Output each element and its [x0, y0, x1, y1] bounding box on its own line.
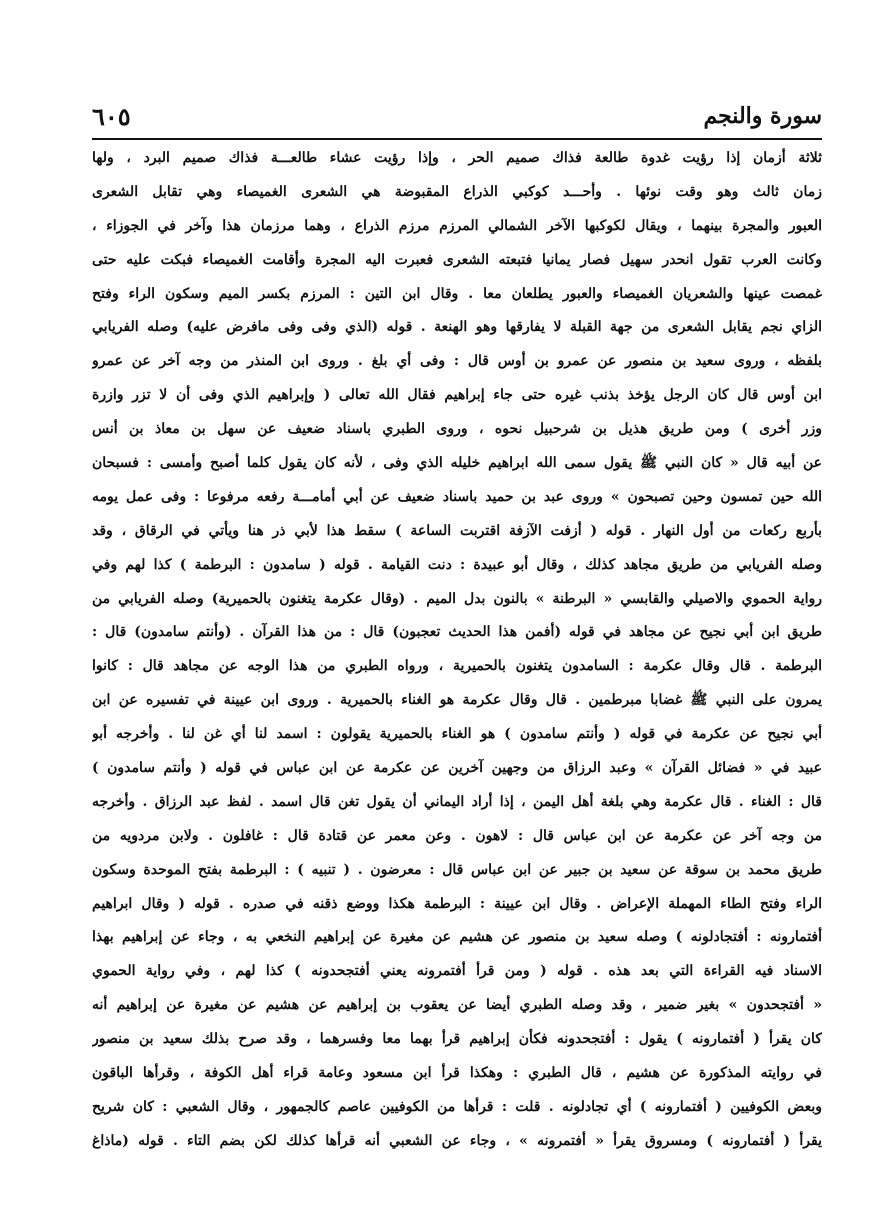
page-number: ٦٠٥	[92, 101, 131, 131]
text-line: يمرون على النبي ﷺ غضابا مبرطمين . قال وقال عكرمة هو الغناء بالحميرية . وروى ابن عيينة في تفسيره عن ابن	[92, 692, 822, 709]
text-line: بلفظه ، وروى سعيد بن منصور عن عمرو بن أوس قال : وفى أي بلغ . وروى ابن المنذر من وجه آخر عن عمرو	[92, 353, 822, 370]
text-line: بأربع ركعات من أول النهار . قوله ( أزفت الآزفة اقتربت الساعة ) سقط هذا لأبي ذر هنا ويأتي في الرقاق ، وقد	[92, 522, 822, 539]
text-line: كان يقرأ ( أفتمارونه ) يقول : أفتجحدونه فكأن إبراهيم قرأ بهما معا وفسرهما ، وقد صرح بذلك سعيد بن منصور	[92, 1031, 822, 1048]
text-line: غمصت عينها والشعريان الغميصاء والعبور يطلعان معا . وقال ابن التين : المرزم بكسر الميم وسكون الراء وفتح	[92, 285, 822, 302]
text-line: أفتمارونه : أفتجادلونه ) وصله سعيد بن منصور عن هشيم عن مغيرة عن إبراهيم النخعي به ، وجاء عن إبراهيم بهذا	[92, 929, 822, 946]
text-line: أبي نجيح عن عكرمة في قوله ( وأنتم سامدون ) هو الغناء بالحميرية يقولون : اسمد لنا أي غن لنا . وأخرجه أبو	[92, 726, 822, 743]
text-line: ابن أوس قال كان الرجل يؤخذ بذنب غيره حتى جاء إبراهيم فقال الله تعالى ( وإبراهيم الذي وفى أن لا تزر وازرة	[92, 387, 822, 404]
commentary-text	[92, 142, 822, 1159]
text-line: قال : الغناء . قال عكرمة وهي بلغة أهل اليمن ، إذا أراد اليماني أن يقول تغن قال اسمد . لفظ عبد الرزاق . وأخرجه	[92, 793, 822, 810]
text-line: وصله الفريابي من طريق مجاهد كذلك ، وقال أبو عبيدة : دنت القيامة . قوله ( سامدون : البرطمة ) كذا لهم وفي	[92, 556, 822, 573]
text-line: عبيد في « فضائل القرآن » وعبد الرزاق من وجهين آخرين عن عكرمة عن ابن عباس في قوله ( وأنتم سامدون )	[92, 760, 822, 777]
page-header	[92, 96, 822, 136]
text-line: البرطمة . قال وقال عكرمة : السامدون يتغنون بالحميرية ، ورواه الطبري من هذا الوجه عن مجاهد قال : كانوا	[92, 658, 822, 675]
header-rule	[92, 138, 822, 140]
text-line: الاسناد فيه القراءة التي بعد هذه . قوله ( ومن قرأ أفتمرونه يعني أفتجحدونه ) كذا لهم ، وفي رواية الحموي	[92, 963, 822, 980]
text-line: طريق ابن أبي نجيح عن مجاهد في قوله (أفمن هذا الحديث تعجبون) قال : من هذا القرآن . (وأنتم سامدون) قال :	[92, 624, 822, 641]
text-line: وبعض الكوفيين ( أفتمارونه ) أي تجادلونه . قلت : قرأها من الكوفيين عاصم كالجمهور ، وقال الشعبي : كان شريح	[92, 1098, 822, 1115]
text-line: عن أبيه قال « كان النبي ﷺ يقول سمى الله ابراهيم خليله الذي وفى ، لأنه كان يقول كلما أصبح وأمسى : فسبحان	[92, 455, 822, 472]
text-line: وكانت العرب تقول انحدر سهيل فصار يمانيا فتبعته الشعرى فعبرت اليه المجرة وأقامت الغميصاء فبكت عليه حتى	[92, 251, 822, 268]
text-line: يقرأ ( أفتمارونه ) ومسروق يقرأ « أفتمرونه » ، وجاء عن الشعبي أنه قرأها كذلك لكن بضم التاء . قوله (ماذاغ	[92, 1132, 822, 1149]
text-line: رواية الحموي والاصيلي والقابسي « البرطنة » بالنون بدل الميم . (وقال عكرمة يتغنون بالحميرية) وصله الفريابي من	[92, 590, 822, 607]
text-line: ثلاثة أزمان إذا رؤيت غدوة طالعة فذاك صميم الحر ، وإذا رؤيت عشاء طالعـــة فذاك صميم البرد ، ولها	[92, 150, 822, 166]
text-line: وزر أخرى ) ومن طريق هذيل بن شرحبيل نحوه ، وروى الطبري باسناد ضعيف عن سهل بن معاذ بن أنس	[92, 421, 822, 438]
surah-title: سورة والنجم	[703, 103, 822, 129]
text-line: الزاي نجم يقابل الشعرى من جهة القبلة لا يفارقها وهو الهنعة . قوله (الذي وفى وفى مافرض عليه) وصله الفريابي	[92, 319, 822, 336]
text-line: زمان ثالث وهو وقت نوئها . وأحـــد كوكبي الذراع المقبوضة هي الشعرى الغميصاء وهي تقابل الشعرى	[92, 183, 822, 200]
text-line: في روايته المذكورة عن هشيم ، قال الطبري : وهكذا قرأ ابن مسعود وعامة قراء أهل الكوفة ، وقرأها الباقون	[92, 1065, 822, 1082]
text-line: « أفتجحدون » بغير ضمير ، وقد وصله الطبري أيضا عن يعقوب بن إبراهيم عن هشيم عن مغيرة عن إبراهيم أنه	[92, 997, 822, 1014]
text-line: الله حين تمسون وحين تصبحون » وروى عبد بن حميد باسناد ضعيف عن أبي أمامـــة رفعه مرفوعا : وفى عمل يومه	[92, 488, 822, 505]
text-line: العبور والمجرة بينهما ، ويقال لكوكبها الآخر الشمالي المرزم مرزم الذراع ، وهما مرزمان هذا وآخر في الجوزاء ،	[92, 217, 822, 234]
text-line: من وجه آخر عن عكرمة عن ابن عباس قال : لاهون . وعن معمر عن قتادة قال : غافلون . ولابن مردويه من	[92, 827, 822, 844]
text-line: الراء وفتح الطاء المهملة الإعراض . وقال ابن عيينة : البرطمة هكذا ووضع ذقنه في صدره . قوله ( وقال ابراهيم	[92, 895, 822, 912]
text-line: طريق محمد بن سوقة عن سعيد بن جبير عن ابن عباس قال : معرضون . ( تنبيه ) : البرطمة بفتح الموحدة وسكون	[92, 861, 822, 878]
